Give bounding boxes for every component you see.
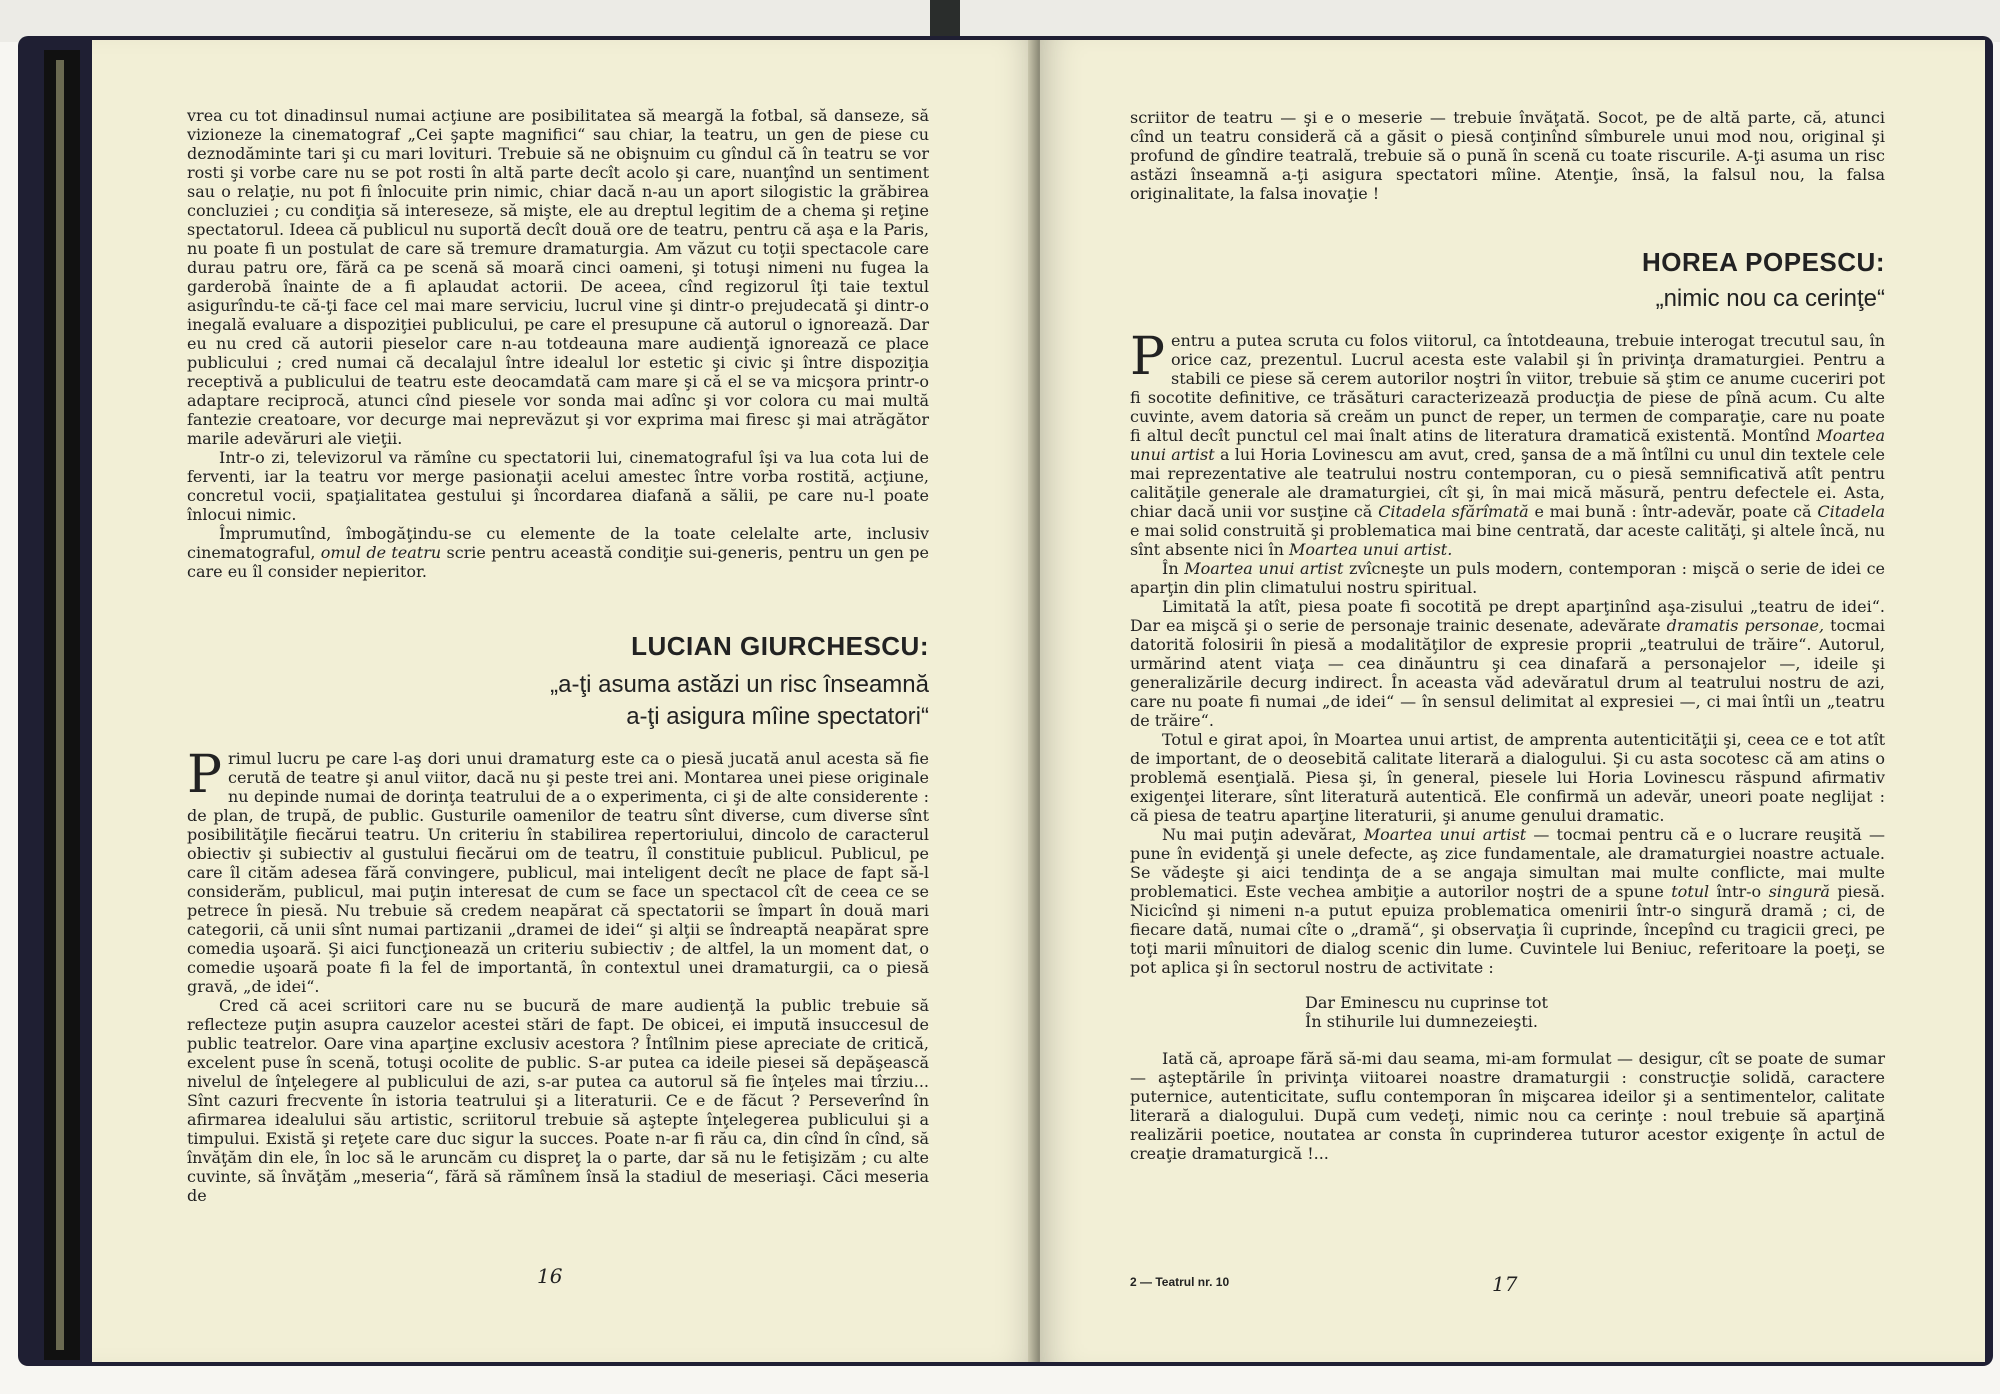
text: scrie pentru această condiţie sui-generis, pentru un gen pe care eu îl consider nepieritor.: [187, 543, 929, 581]
text: Nu mai puţin adevărat,: [1162, 825, 1357, 844]
paragraph: [1130, 559, 1885, 597]
paragraph: Iată că, aproape fără să-mi dau seama, mi-am formulat — desigur, cît se poate de sumar — aşteptările în privinţa viitoarei noastre dramaturgii : construcţie solidă, caractere puternice, autenticitate, suflu contemporan în mişcarea ideilor şi a sentimentelor, calitate literară a dialogului. După cum vedeţi, nimic nou ca cerinţe : noul trebuie să aparţină realizării poetice, noutatea ar consta în cuprinderea tuturor acestor exigenţe în actul de creaţie dramaturgică !...: [1130, 1049, 1885, 1163]
paragraph: Totul e girat apoi, în Moartea unui artist, de amprenta autenticităţii şi, ceea ce e tot atît de important, de o deosebită calitate literară a dialogului. Şi cu asta socotesc că am atins o problemă esenţială. Piesa şi, în general, piesele lui Horia Lovinescu răspund afirmativ exigenţei literare, sînt literatură autentică. Ele confirmă un adevăr, uneori poate neglijat : că piesa de teatru aparţine literaturii, şi anume genului dramatic.: [1130, 730, 1885, 825]
text: e mai solid construită şi problematica mai bine centrată, dar aceste calităţi, şi altele încă, nu sînt absente nici în: [1130, 521, 1885, 559]
signature-mark: 2 — Teatrul nr. 10: [1130, 1275, 1230, 1289]
paragraph: [1130, 327, 1886, 559]
emphasis: omul de teatru: [320, 543, 442, 562]
emphasis: Moartea unui artist: [1363, 825, 1527, 844]
text: Împrumutînd, îmbogăţindu-se cu elemente de la toate celelalte arte, inclusiv cinematograful,: [187, 524, 929, 562]
text: tocmai datorită folosirii în piesă a modalităţilor de expresie proprii „teatrului de trăire“. Autorul, urmărind atent viaţa — cea dinăuntru şi cea dinafară a personajelor —, ideile şi generalizările decurg indirect. În aceasta văd adevăratul drum al teatrului nostru de azi, care nu poate fi numai „de idei“ — în sensul delimitat al expresiei —, ci mai întîi un „teatru de trăire“.: [1130, 616, 1885, 730]
paragraph: [1130, 597, 1885, 730]
verse-line: Dar Eminescu nu cuprinse tot: [1305, 993, 1548, 1012]
text: — tocmai pentru că e o lucrare reuşită — pune în evidenţă şi unele defecte, aş zice fundamentale, ale dramaturgiei noastre actuale. Se vădeşte şi aici tendinţa de a se angaja simultan mai multe conflicte, mai multe problematici. Este vechea ambiţie a autorilor noştri de a spune: [1130, 825, 1886, 901]
paragraph: [187, 745, 929, 996]
section-subtitle: a-ţi asigura mîine spectatori“: [626, 703, 929, 730]
paragraph: scriitor de teatru — şi e o meserie — trebuie învăţată. Socot, pe de altă parte, că, atunci cînd un teatru consideră că a găsit o piesă conţinînd sîmburele unui mod nou, original şi profund de gîndire teatrală, trebuie să o pună în scenă cu toate riscurile. A-ţi asuma un risc astăzi înseamnă a-ţi asigura spectatori mîine. Atenţie, însă, la falsul nou, la falsa originalitate, la falsa inovaţie !: [1130, 108, 1885, 203]
paragraph: [1130, 825, 1885, 977]
text: zvîcneşte un puls modern, contemporan : mişcă o serie de idei ce aparţin din plin climatului nostru spiritual.: [1130, 559, 1886, 597]
paragraph: [187, 524, 929, 581]
emphasis: Moartea unui artist: [1130, 426, 1885, 464]
verse-line: În stihurile lui dumnezeieşti.: [1305, 1012, 1538, 1031]
text: rimul lucru pe care l-aş dori unui dramaturg este ca o piesă jucată anul acesta să fie cerută de teatre şi anul viitor, dacă nu şi peste trei ani. Montarea unei piese originale nu depinde numai de dorinţa teatrului de a o experimenta, ci şi de alte considerente : de plan, de trupă, de public. Gusturile oamenilor de teatru sînt diverse, cum diverse sînt posibilităţile fiecărui teatru. Un criteriu în stabilirea repertoriului, dincolo de caracterul obiectiv şi subiectiv al gustului fiecărui om de teatru, îl constituie publicul. Publicul, pe care îl cităm adesea fără convingere, publicul, mai inteligent decît ne place de fapt să-l considerăm, publicul, mai puţin interesat de cum se face un spectacol cît de ceea ce se petrece în piesă. Nu trebuie să credem neapărat că spectatorii se împart în două mari categorii, că unii sînt numai partizanii „dramei de idei“ şi alţii se îndreaptă neapărat spre comedia uşoară. Şi aici funcţionează un criteriu subiectiv ; de altfel, la un moment dat, o comedie uşoară poate fi la fel de importantă, în contextul unei dramaturgii, ca o piesă gravă, „de idei“.: [187, 749, 929, 996]
verse-quote: [1305, 993, 1885, 1031]
page-number: 17: [1492, 1272, 1518, 1296]
emphasis: dramatis personae,: [1666, 616, 1825, 635]
left-page: [92, 40, 1039, 1362]
drop-cap: P: [1130, 327, 1165, 387]
right-page: [1040, 40, 1985, 1362]
page-number: 16: [537, 1264, 563, 1288]
text: a lui Horia Lovinescu am avut, cred, şansa de a mă întîlni cu unul din textele cele mai reprezentative ale teatrului nostru contemporan, cu o piesă semnificativă atît pentru calităţile generale ale dramaturgiei, cît şi, în mai mică măsură, pentru defectele ei. Asta, chiar dacă unii vor susţine că: [1130, 445, 1885, 521]
emphasis: Citadela sfărîmată: [1378, 502, 1529, 521]
text: într-o: [1716, 882, 1762, 901]
emphasis: singură: [1768, 882, 1830, 901]
paragraph: Cred că acei scriitori care nu se bucură de mare audienţă la public trebuie să reflecteze puţin asupra cauzelor acestei stări de fapt. De obicei, ei impută insuccesul de public teatrelor. Oare vina aparţine exclusiv acestora ? Întîlnim piese apreciate de critică, excelent puse în scenă, totuşi ocolite de public. S-ar putea ca ideile piesei să depăşească nivelul de înţelegere al publicului de azi, s-ar putea ca autorul să fie înţeles mai tîrziu... Sînt cazuri frecvente în istoria teatrului şi a literaturii. Ce e de făcut ? Perseverînd în afirmarea idealului său artistic, scriitorul trebuie să aştepte înţelegerea publicului şi a timpului. Există şi reţete care duc sigur la succes. Poate n-ar fi rău ca, din cînd în cînd, să învăţăm din ele, în loc să le aruncăm cu dispreţ la o parte, dar să nu le fetişizăm ; cu alte cuvinte, să învăţăm „meseria“, fără să rămînem însă la stadiul de meseriaşi. Căci meseria de: [187, 996, 929, 1205]
section-author: HOREA POPESCU:: [1642, 247, 1885, 277]
emphasis: Moartea unui artist.: [1289, 540, 1453, 559]
text: Limitată la atît, piesa poate fi socotită pe drept aparţinînd aşa-zisului „teatru de idei“. Dar ea mişcă şi o serie de personaje trainic desenate, adevărate: [1130, 597, 1885, 635]
drop-cap: P: [187, 745, 222, 805]
emphasis: Citadela: [1817, 502, 1886, 521]
section-subtitle: „a-ţi asuma astăzi un risc înseamnă: [550, 671, 929, 698]
book-spine-stripe: [56, 60, 64, 1350]
emphasis: totul: [1671, 882, 1710, 901]
text: În: [1162, 559, 1179, 578]
text: e mai bună : într-adevăr, poate că: [1534, 502, 1812, 521]
text: entru a putea scruta cu folos viitorul, ca întotdeauna, trebuie interogat trecutul sau, în orice caz, prezentul. Lucrul acesta este valabil şi în privinţa dramaturgiei. Pentru a stabili ce piese să cerem autorilor noştri în viitor, trebuie să ştim ce anume cuceriri pot fi socotite definitive, ce trăsături caracterizează producţia de piese de pînă acum. Cu alte cuvinte, avem datoria să creăm un punct de reper, un termen de comparaţie, care nu poate fi altul decît punctul cel mai înalt atins de literatura dramatică existentă. Montînd: [1130, 331, 1885, 445]
emphasis: Moartea unui artist: [1184, 559, 1344, 578]
paragraph: Intr-o zi, televizorul va rămîne cu spectatorii lui, cinematograful îşi va lua cota lui de ferventi, iar la teatru vor merge pasionaţii acelui amestec între vorba rostită, acţiune, concretul vocii, spaţialitatea gestului şi încordarea diafană a sălii, pe care nu-l poate înlocui nimic.: [187, 448, 929, 524]
section-author: LUCIAN GIURCHESCU:: [631, 631, 929, 661]
paragraph: vrea cu tot dinadinsul numai acţiune are posibilitatea să meargă la fotbal, să danseze, să vizioneze la cinematograf „Cei şapte magnifici“ sau chiar, la teatru, un gen de piese cu deznodăminte tari şi cu mari lovituri. Trebuie să ne obişnuim cu gîndul că în teatru se vor rosti şi vorbe care nu se pot rosti în altă parte decît acolo şi care, nuanţînd un sentiment sau o relaţie, nu pot fi înlocuite prin nimic, chiar dacă n-au un aport silogistic la grăbirea concluziei ; cu condiţia să intereseze, să mişte, ele au dreptul legitim de a chema şi reţine spectatorul. Ideea că publicul nu suportă decît două ore de teatru, pentru că aşa e la Paris, nu poate fi un postulat de care să tremure dramaturgia. Am văzut cu toţii spectacole care durau patru ore, fără ca pe scenă să moară cinci oameni, şi totuşi nimeni nu fugea la garderobă înainte de a fi aplaudat actorii. De aceea, cînd regizorul îţi taie textul asigurîndu-te că-ţi face cel mai mare serviciu, lucrul vine şi dintr-o prejudecată şi dintr-o inegală evaluare a dispoziţiei publicului, pe care el presupune că autorul o ignorează. Dar eu nu cred că autorii pieselor care n-au totdeauna mare audienţă ignorează ce place publicului ; cred numai că decalajul între idealul lor estetic şi civic şi între dispoziţia receptivă a publicului de teatru este deocamdată cam mare şi că el se va micşora printr-o adaptare reciprocă, atunci cînd piesele vor sonda mai adînc şi vor colora cu mai multă fantezie creatoare, vor decurge mai neprevăzut şi vor exprima mai firesc şi mai atrăgător marile adevăruri ale vieţii.: [187, 106, 929, 448]
section-subtitle: „nimic nou ca cerinţe“: [1655, 285, 1885, 312]
text: piesă. Nicicînd şi nimeni n-a putut epuiza problematica omenirii într-o singură dramă ; ci, de fiecare dată, numai cîte o „dramă“, şi observaţia îi cuprinde, începînd cu tragicii greci, pe toţi marii mînuitori de dialog scenic din lume. Cuvintele lui Beniuc, referitoare la poeţi, se pot aplica şi în sectorul nostru de activitate :: [1130, 882, 1886, 977]
